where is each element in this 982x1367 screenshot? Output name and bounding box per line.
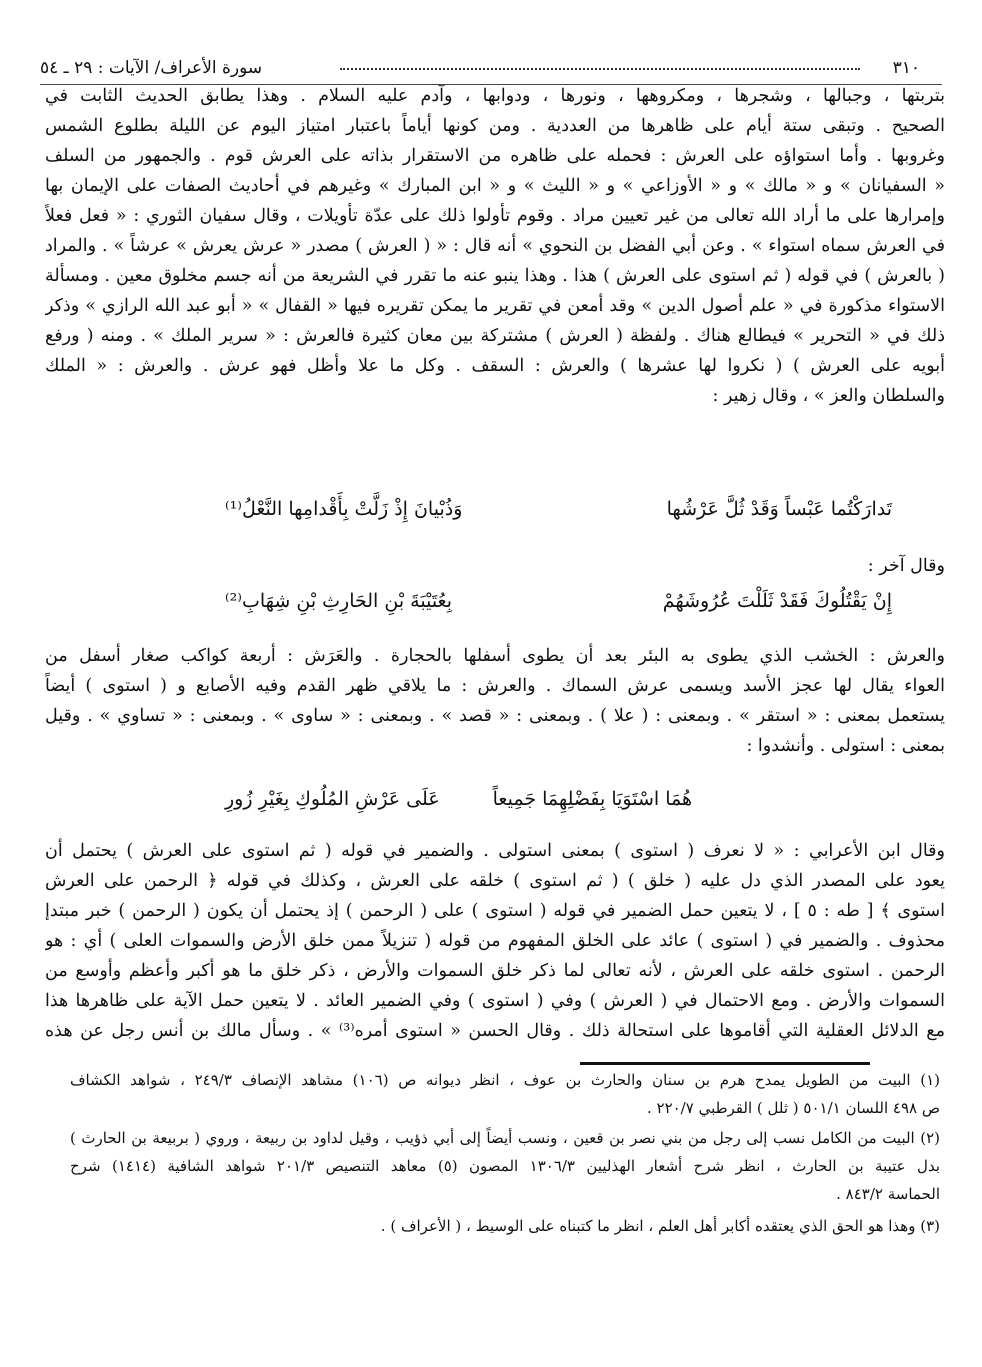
sura-title: سورة الأعراف/ الآيات : ٢٩ ـ ٥٤ [40,58,263,78]
text-line: والسلطان والعز » ، وقال زهير : [712,386,945,406]
other-poet-intro: وقال آخر : [867,556,945,576]
leader-dots [340,68,860,70]
text-line: السموات والأرض . ومع الاحتمال في ( العرش ) وفي ( استوى ) وفي الضمير العائد . لا يتعين حمل الآية على ظاهرها هذا [45,991,945,1011]
text-line: وغروبها . وأما استواؤه على العرش : فحمله على ظاهره من الاستقرار بذاته على العرش قوم . والجمهور من السلف [45,146,945,166]
text-line: الاستواء مذكورة في « علم أصول الدين » وقد أمعن في تقرير ما يمكن تقريره فيها « القفال » « أبو عبد الله الرازي » وذكر [45,296,945,316]
running-header [40,58,930,82]
text-line: ذلك في « التحرير » فيطالع هناك . ولفظة ( العرش ) مشتركة بين معان كثيرة فالعرش : « سرير الملك » . ومنه ( ورفع [45,326,945,346]
text-line: استوى ﴾ [ طه : ٥ ] ، لا يتعين حمل الضمير في قوله ( استوى ) على ( الرحمن ) إذ يحتمل أن يكون ( الرحمن ) خبر مبتدإ [45,901,945,921]
verse-2-first-hemistich: إِنْ يَقْتُلُوكَ فَقَدْ ثَلَلْتَ عُرُوشَهُمْ [662,590,892,612]
verse-1-first-hemistich: تَدارَكْتُما عَبْساً وَقَدْ ثُلَّ عَرْشُها [666,498,892,520]
footnote-line: (٢) البيت من الكامل نسب إلى رجل من بني نصر بن قعين ، ونسب أيضاً إلى أبي ذؤيب ، وقيل لداود بن ربيعة ، وروي ( بربيعة بن الحارث ) [70,1129,940,1147]
footnote-line: الحماسة ٨٤٣/٢ . [836,1185,940,1203]
verse-2-second-hemistich: بِعُتَيْبَةَ بْنِ الحَارِثِ بْنِ شِهَابِ⁽²⁾ [225,590,453,612]
text-line: مع الدلائل العقلية التي أقاموها على استحالة ذلك . وقال الحسن « استوى أمره⁽³⁾ » . وسأل مالك بن أنس رجل عن هذه [45,1021,945,1041]
text-line: العواء يقال لها عجز الأسد ويسمى عرش السماك . والعرش : ما يلاقي ظهر القدم وفيه الأصابع و ( استوى ) أيضاً [45,676,945,696]
verse-1-second-hemistich: وَذُبْيانَ إِذْ زَلَّتْ بِأَقْدامِها النَّعْلُ⁽¹⁾ [225,498,463,520]
footnote-line: (١) البيت من الطويل يمدح هرم بن سنان والحارث بن عوف ، انظر ديوانه ص (١٠٦) مشاهد الإنصاف ٢٤٩/٣ ، شواهد الكشاف [70,1071,940,1089]
text-line: محذوف . والضمير في ( استوى ) عائد على الخلق المفهوم من قوله ( تنزيلاً ممن خلق الأرض والسموات العلى ) أي : هو [45,931,945,951]
text-line: الرحمن . استوى خلقه على العرش ، لأنه تعالى لما ذكر خلق السموات والأرض ، ذكر خلق ما هو أكبر وأعظم وأوسع من [45,961,945,981]
text-line: في العرش سماه استواء » . وعن أبي الفضل بن النحوي » أنه قال : « ( العرش ) مصدر « عرش يعرش » عرشاً » . والمراد [45,236,945,256]
footnote-line: (٣) وهذا هو الحق الذي يعتقده أكابر أهل العلم ، انظر ما كتبناه على الوسيط ، ( الأعراف ) . [380,1217,940,1235]
verse-3-second-hemistich: عَلَى عَرْشِ المُلُوكِ بِغَيْرِ زُورِ [225,788,440,810]
text-line: وقال ابن الأعرابي : « لا نعرف ( استوى ) بمعنى استولى . والضمير في قوله ( ثم استوى على العرش ) يحتمل أن [45,841,945,861]
text-line: « السفيانان » و « مالك » و « الأوزاعي » و « الليث » و « ابن المبارك » وغيرهم في أحاديث الصفات على الإيمان بها [45,176,945,196]
text-line: وإمرارها على ما أراد الله تعالى من غير تعيين مراد . وقوم تأولوا ذلك على عدّة تأويلات ، وقال سفيان الثوري : « فعل فعلاً [45,206,945,226]
text-line: بتربتها ، وجبالها ، وشجرها ، ومكروهها ، ونورها ، ودوابها ، وآدم عليه السلام . وهذا يطابق الحديث الثابت في [45,86,945,106]
text-line: والعرش : الخشب الذي يطوى به البئر بعد أن يطوى أسفلها بالحجارة . والعَرَش : أربعة كواكب صغار أسفل من [45,646,945,666]
footnote-line: ص ٤٩٨ اللسان ٥٠١/١ ( ثلل ) القرطبي ٢٢٠/٧ . [646,1099,940,1117]
verse-3-first-hemistich: هُمَا اسْتَوَيَا بِفَضْلِهِمَا جَمِيعاً [492,788,692,810]
page-number: ٣١٠ [892,58,920,78]
footnote-line: بدل عتيبة بن الحارث ، انظر شرح أشعار الهذليين ١٣٠٦/٣ المصون (٥) معاهد التنصيص ٢٠١/٣ شواهد الشافية (١٤١٤) شرح [70,1157,940,1175]
footnote-separator [580,1062,870,1065]
text-line: بمعنى : استولى . وأنشدوا : [746,736,945,756]
text-line: أبويه على العرش ) ( نكروا لها عشرها ) والعرش : السقف . وكل ما علا وأظل فهو عرش . والعرش : « الملك [45,356,945,376]
text-line: ( بالعرش ) في قوله ( ثم استوى على العرش ) هذا . وهذا ينبو عنه ما تقرر في الشريعة من أنه جسم مخلوق معين . ومسألة [45,266,945,286]
text-line: الصحيح . وتبقى ستة أيام على ظاهرها من العددية . ومن كونها أياماً باعتبار امتياز اليوم عن الليلة بطلوع الشمس [45,116,945,136]
text-line: يعود على المصدر الذي دل عليه ( خلق ) ( ثم استوى ) خلقه على العرش ، وكذلك في قوله ﴿ الرحمن على العرش [45,871,945,891]
text-line: يستعمل بمعنى : « استقر » . وبمعنى : ( علا ) . وبمعنى : « قصد » . وبمعنى : « ساوى » . وبمعنى : « تساوي » . وقيل [45,706,945,726]
